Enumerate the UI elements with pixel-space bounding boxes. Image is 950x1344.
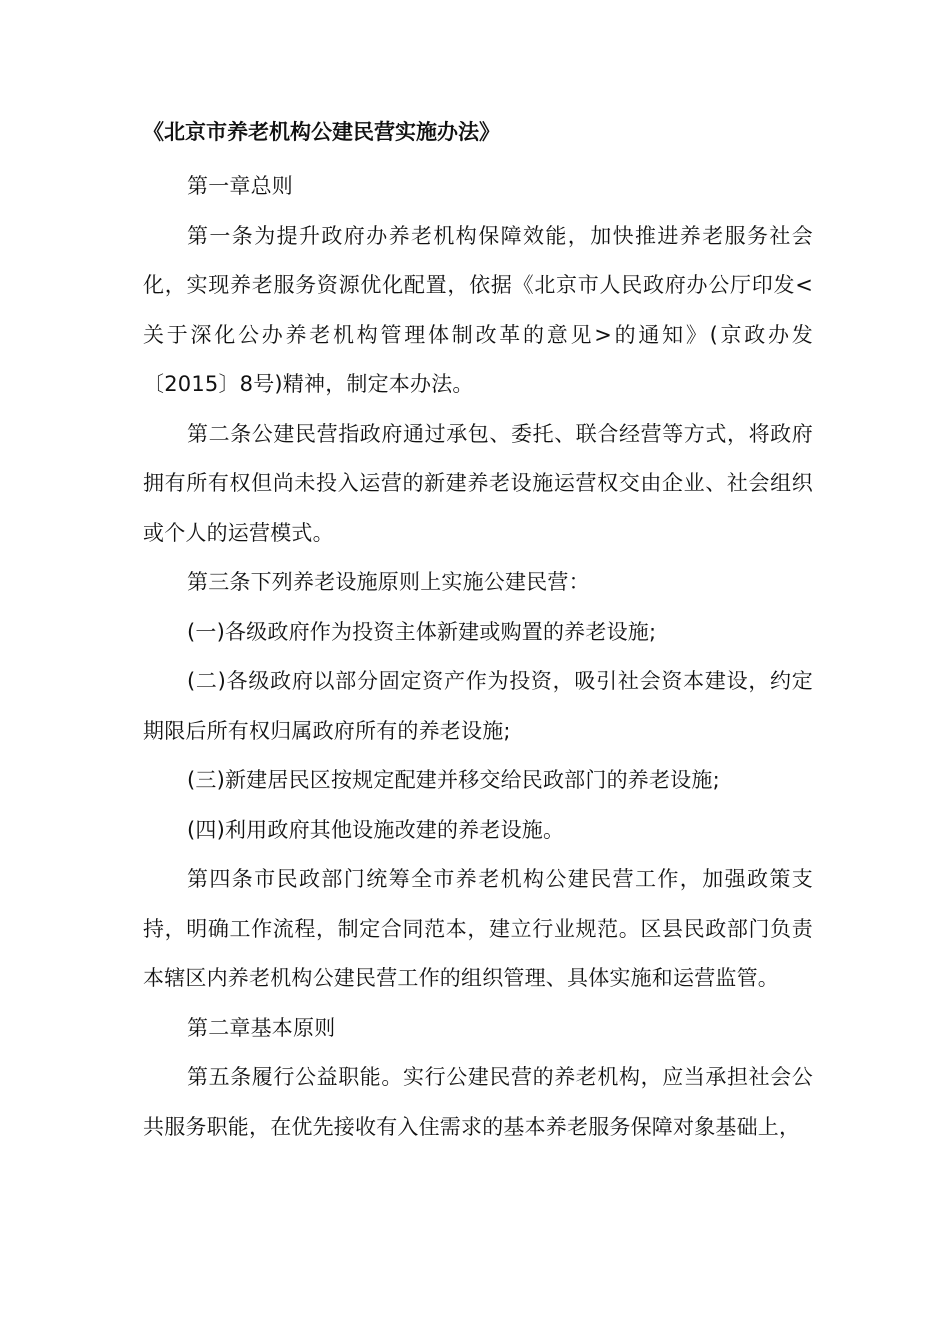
document-title: 《北京市养老机构公建民营实施办法》	[143, 120, 500, 144]
article-3: 第三条下列养老设施原则上实施公建民营：	[187, 570, 590, 594]
article-3-item-2: (二)各级政府以部分固定资产作为投资，吸引社会资本建设，约定期限后所有权归属政府所有的养老设施;	[143, 669, 813, 743]
chapter-2-heading: 第二章基本原则	[187, 1015, 336, 1040]
chapter-1-heading: 第一章总则	[187, 174, 293, 198]
document-page	[143, 112, 813, 1152]
article-4: 第四条市民政部门统筹全市养老机构公建民营工作，加强政策支持，明确工作流程，制定合同范本，建立行业规范。区县民政部门负责本辖区内养老机构公建民营工作的组织管理、具体实施和运营监管。	[143, 867, 813, 990]
article-2: 第二条公建民营指政府通过承包、委托、联合经营等方式，将政府拥有所有权但尚未投入运营的新建养老设施运营权交由企业、社会组织或个人的运营模式。	[143, 421, 813, 545]
article-3-item-4: (四)利用政府其他设施改建的养老设施。	[187, 817, 565, 842]
article-3-item-1: (一)各级政府作为投资主体新建或购置的养老设施;	[187, 619, 657, 644]
article-3-item-3: (三)新建居民区按规定配建并移交给民政部门的养老设施;	[187, 768, 720, 792]
article-1: 第一条为提升政府办养老机构保障效能，加快推进养老服务社会化，实现养老服务资源优化配置，依据《北京市人民政府办公厅印发<关于深化公办养老机构管理体制改革的意见>的通知》(京政办发〔2015〕8号)精神，制定本办法。	[143, 223, 813, 396]
article-5: 第五条履行公益职能。实行公建民营的养老机构，应当承担社会公共服务职能，在优先接收有入住需求的基本养老服务保障对象基础上，	[143, 1065, 813, 1139]
